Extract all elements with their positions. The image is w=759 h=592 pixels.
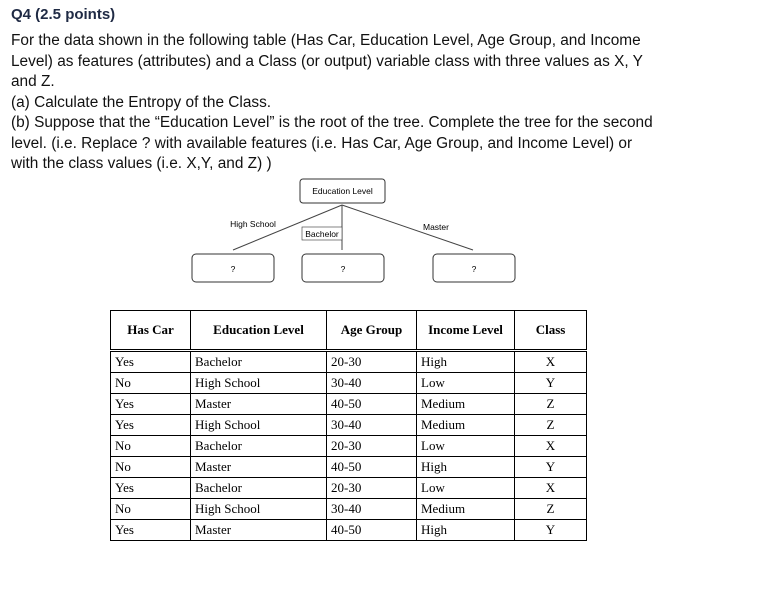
cell-income-level: Low [417, 478, 515, 499]
table-row [111, 499, 587, 520]
question-line: (b) Suppose that the “Education Level” is the root of the tree. Complete the tree for the second [11, 114, 653, 131]
cell-class: X [515, 478, 587, 499]
leaf-placeholder: ? [230, 264, 236, 274]
cell-education-level: Bachelor [191, 436, 327, 457]
cell-age-group: 40-50 [327, 457, 417, 478]
cell-class: X [515, 351, 587, 373]
cell-income-level: Low [417, 373, 515, 394]
cell-income-level: High [417, 457, 515, 478]
table-row [111, 457, 587, 478]
cell-education-level: High School [191, 373, 327, 394]
question-line: Level) as features (attributes) and a Class (or output) variable class with three values as X, Y [11, 52, 643, 70]
table-row [111, 394, 587, 415]
table-row [111, 373, 587, 394]
edge-master [342, 205, 473, 250]
cell-class: Y [515, 373, 587, 394]
table-row [111, 415, 587, 436]
leaf-placeholder: ? [340, 264, 346, 274]
question-line: (a) Calculate the Entropy of the Class. [11, 93, 272, 111]
table-row [111, 520, 587, 541]
cell-income-level: Low [417, 436, 515, 457]
cell-age-group: 30-40 [327, 373, 417, 394]
column-header-has-car: Has Car [111, 311, 191, 351]
cell-age-group: 20-30 [327, 436, 417, 457]
cell-has-car: Yes [111, 394, 191, 415]
cell-class: Y [515, 457, 587, 478]
branch-label-high-school: High School [230, 219, 276, 229]
cell-education-level: Master [191, 394, 327, 415]
cell-class: X [515, 436, 587, 457]
cell-has-car: Yes [111, 351, 191, 373]
cell-has-car: No [111, 436, 191, 457]
data-table [110, 310, 587, 541]
table-row [111, 478, 587, 499]
cell-education-level: Master [191, 457, 327, 478]
cell-education-level: Master [191, 520, 327, 541]
branch-label-bachelor: Bachelor [305, 229, 339, 239]
cell-has-car: No [111, 457, 191, 478]
cell-income-level: Medium [417, 415, 515, 436]
column-header-class: Class [515, 311, 587, 351]
cell-education-level: Bachelor [191, 351, 327, 373]
cell-age-group: 40-50 [327, 520, 417, 541]
cell-class: Y [515, 520, 587, 541]
question-line: For the data shown in the following table (Has Car, Education Level, Age Group, and Income [11, 32, 641, 49]
cell-income-level: Medium [417, 394, 515, 415]
cell-age-group: 30-40 [327, 499, 417, 520]
column-header-education-level: Education Level [191, 311, 327, 351]
table-row [111, 351, 587, 373]
cell-has-car: Yes [111, 415, 191, 436]
cell-has-car: No [111, 373, 191, 394]
cell-class: Z [515, 415, 587, 436]
cell-class: Z [515, 499, 587, 520]
cell-has-car: Yes [111, 478, 191, 499]
leaf-placeholder: ? [471, 264, 477, 274]
column-header-age-group: Age Group [327, 311, 417, 351]
question-title: Q4 (2.5 points) [11, 6, 116, 23]
cell-income-level: High [417, 351, 515, 373]
cell-education-level: Bachelor [191, 478, 327, 499]
question-line: with the class values (i.e. X,Y, and Z) ) [11, 155, 272, 172]
column-header-income-level: Income Level [417, 311, 515, 351]
table-header-row [111, 311, 587, 351]
root-node-label: Education Level [312, 186, 373, 196]
question-line: and Z. [11, 73, 55, 90]
cell-age-group: 20-30 [327, 478, 417, 499]
cell-has-car: Yes [111, 520, 191, 541]
cell-education-level: High School [191, 499, 327, 520]
cell-income-level: High [417, 520, 515, 541]
cell-age-group: 40-50 [327, 394, 417, 415]
cell-education-level: High School [191, 415, 327, 436]
branch-label-master: Master [423, 222, 449, 232]
cell-age-group: 20-30 [327, 351, 417, 373]
table-row [111, 436, 587, 457]
cell-age-group: 30-40 [327, 415, 417, 436]
cell-income-level: Medium [417, 499, 515, 520]
cell-class: Z [515, 394, 587, 415]
question-line: level. (i.e. Replace ? with available features (i.e. Has Car, Age Group, and Income Level) or [11, 134, 633, 152]
cell-has-car: No [111, 499, 191, 520]
